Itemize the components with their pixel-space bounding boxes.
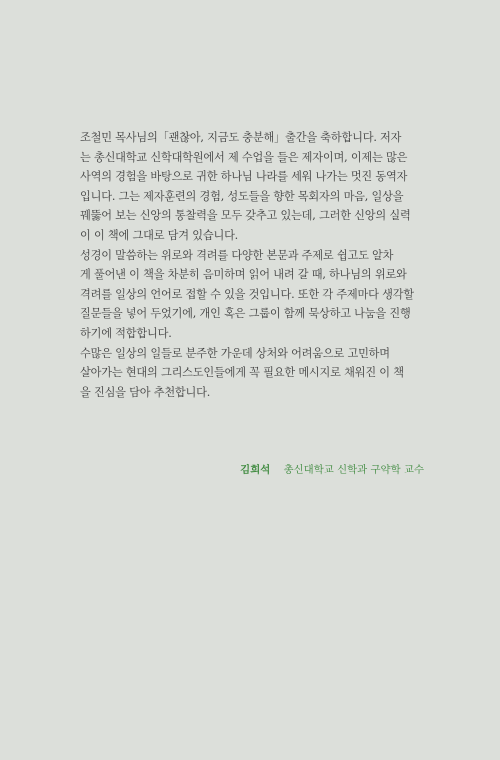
paragraph-2: 성경이 말씀하는 위로와 격려를 다양한 본문과 주제로 쉽고도 알차 게 풀어낸 이 책을 차분히 음미하며 읽어 내려 갈 때, 하나님의 위로와 격려를 일상의 언어로 접할 수 있을 것입니다. 또한 각 주제마다 생각할 질문들을 넣어 두었기에, 개인 혹은 그룹이 함께 묵상하고 나눔을 진행 하기에 적합합니다. (80, 248, 414, 340)
signature-title: 총신대학교 신학과 구약학 교수 (283, 464, 424, 476)
paragraph-1: 조철민 목사님의「괜찮아, 지금도 충분해」출간을 축하합니다. 저자 는 총신대학교 신학대학원에서 제 수업을 들은 제자이며, 이제는 많은 사역의 경험을 바탕으로 귀한 하나님 나라를 세워 나가는 멋진 동역자 입니다. 그는 제자훈련의 경험, 성도들을 향한 목회자의 마음, 일상을 꿰뚫어 보는 신앙의 통찰력을 모두 갖추고 있는데, 그러한 신앙의 실력 이 이 책에 그대로 담겨 있습니다. (80, 131, 411, 242)
paragraph-3: 수많은 일상의 일들로 분주한 가운데 상처와 어려움으로 고민하며 살아가는 현대의 그리스도인들에게 꼭 필요한 메시지로 채워진 이 책 을 진심을 담아 추천합니다. (80, 346, 404, 399)
endorsement-text (80, 128, 425, 402)
signature (240, 461, 424, 476)
signature-name: 김희석 (240, 464, 271, 476)
